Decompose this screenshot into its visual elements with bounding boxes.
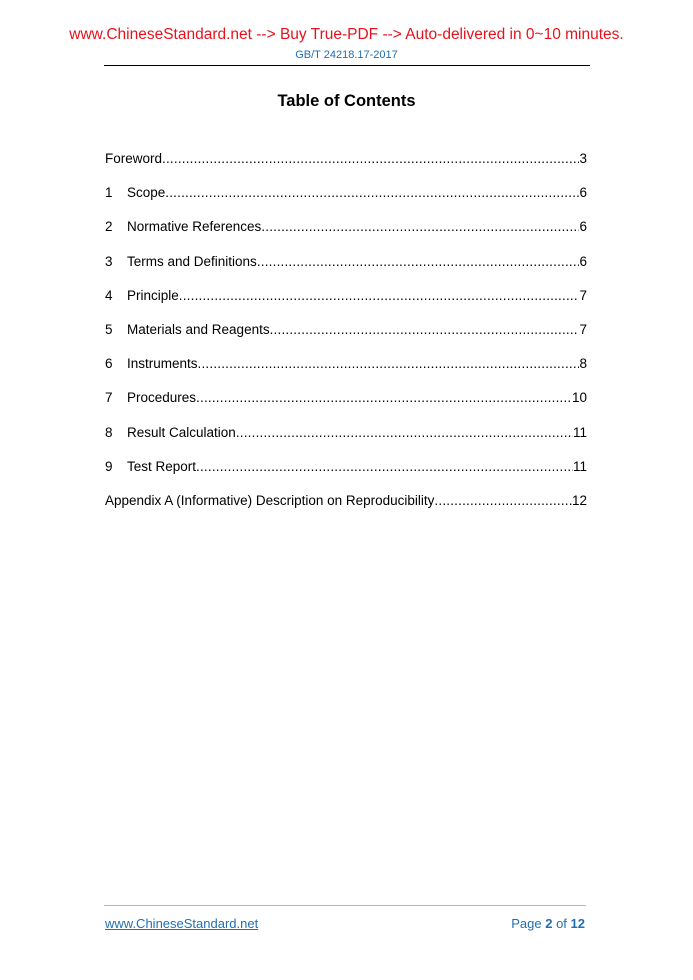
toc-entry-page: 10 [571,390,587,406]
toc-entry-foreword[interactable] [105,149,587,183]
promo-banner[interactable]: www.ChineseStandard.net --> Buy True-PDF --> Auto-delivered in 0~10 minutes. [69,26,624,43]
page-current: 2 [545,916,553,931]
toc-dot-leader [270,320,580,340]
toc-entry-number: 5 [105,321,113,337]
footer-website-link[interactable]: www.ChineseStandard.net [105,916,259,931]
toc-dot-leader [257,252,580,272]
page-prefix: Page [511,916,542,931]
toc-dot-leader [162,149,579,169]
toc-entry-terms-and-definitions[interactable] [105,252,587,286]
toc-entry-number: 1 [105,185,113,201]
toc-entry-page: 8 [579,356,587,372]
toc-entry-number: 8 [105,424,113,440]
toc-entry-label: Test Report [127,458,197,474]
toc-entry-page: 11 [572,424,587,440]
standard-code: GB/T 24218.17-2017 [295,49,398,61]
toc-dot-leader [179,286,580,306]
toc-entry-label: Principle [127,287,179,303]
toc-dot-leader [165,183,579,203]
footer-divider [104,905,586,906]
toc-entry-number: 4 [105,287,113,303]
table-of-contents [105,149,587,525]
toc-entry-test-report[interactable] [105,457,587,491]
header-divider [104,65,590,66]
toc-entry-page: 7 [579,321,587,337]
toc-entry-label: Instruments [127,356,198,372]
toc-entry-normative-references[interactable] [105,217,587,251]
toc-entry-number: 6 [105,356,113,372]
toc-dot-leader [196,457,573,477]
page-indicator [511,916,585,931]
toc-entry-instruments[interactable] [105,354,587,388]
toc-entry-label: Scope [127,185,166,201]
toc-entry-page: 7 [579,287,587,303]
toc-entry-scope[interactable] [105,183,587,217]
toc-dot-leader [434,491,572,511]
toc-entry-result-calculation[interactable] [105,423,587,457]
toc-entry-number: 3 [105,253,113,269]
page-total: 12 [570,916,585,931]
toc-entry-page: 6 [579,253,587,269]
toc-entry-principle[interactable] [105,286,587,320]
toc-entry-page: 3 [579,151,587,166]
toc-entry-label: Foreword [105,151,163,166]
toc-entry-number: 7 [105,390,113,406]
toc-entry-number: 2 [105,219,113,235]
toc-entry-label: Appendix A (Informative) Description on Reproducibility [105,492,435,508]
toc-entry-number: 9 [105,458,113,474]
toc-entry-page: 6 [579,185,587,201]
toc-entry-page: 12 [571,492,587,508]
page-title: Table of Contents [277,92,416,110]
toc-dot-leader [261,217,579,237]
toc-entry-page: 11 [572,458,587,474]
toc-dot-leader [196,388,572,408]
page-of: of [556,916,567,931]
toc-dot-leader [236,423,573,443]
toc-entry-label: Procedures [127,390,197,406]
toc-entry-appendix-a[interactable] [105,491,587,525]
toc-entry-procedures[interactable] [105,388,587,422]
toc-entry-label: Materials and Reagents [127,321,270,337]
toc-dot-leader [198,354,580,374]
toc-entry-page: 6 [579,219,587,235]
toc-entry-label: Result Calculation [127,424,236,440]
toc-entry-label: Normative References [127,219,262,235]
toc-entry-label: Terms and Definitions [127,253,257,269]
toc-entry-materials-and-reagents[interactable] [105,320,587,354]
